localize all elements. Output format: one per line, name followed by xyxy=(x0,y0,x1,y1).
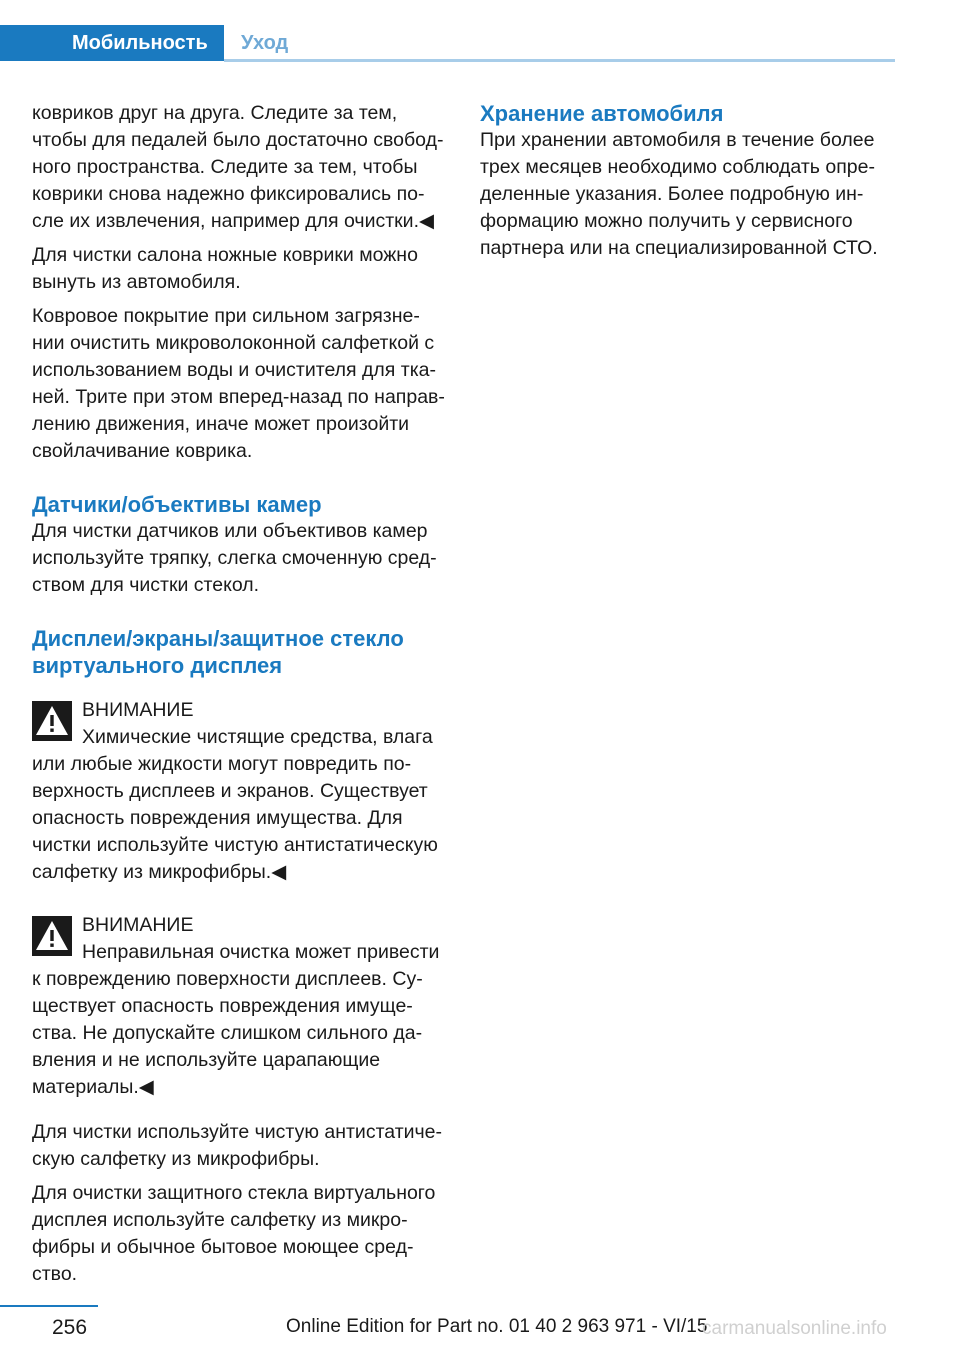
left-column xyxy=(32,100,450,1295)
warning-title: ВНИМАНИЕ xyxy=(82,914,194,936)
heading-sensors: Датчики/объективы камер xyxy=(32,492,322,517)
paragraph-mats: ковриков друг на друга. Следите за тем, чтобы для педалей было достаточно свобод‐ного пространства. Следите за тем, чтобы коврики снова надежно фиксировались по‐сле их извлечения, например для очистки.◀ xyxy=(32,102,444,232)
footer-rule xyxy=(0,1305,98,1307)
page-header xyxy=(0,0,960,62)
paragraph-antistatic: Для чистки используйте чистую антистатиче‐скую салфетку из микрофибры. xyxy=(32,1121,443,1170)
warning-triangle-icon xyxy=(32,701,72,741)
paragraph-virtual-display: Для очистки защитного стекла виртуального дисплея используйте салфетку из микро‐фибры и обычное бытовое моющее сред‐ство. xyxy=(32,1182,436,1285)
paragraph-carpet: Ковровое покрытие при сильном загрязне‐нии очистить микроволоконной салфеткой с использованием воды и очистителя для тка‐ней. Трите при этом вперед-назад по направ‐лению движения, иначе может произойти свойлачивание коврика. xyxy=(32,305,445,462)
heading-storage: Хранение автомобиля xyxy=(480,101,724,126)
paragraph-storage: При хранении автомобиля в течение более трех месяцев необходимо соблюдать опре‐деленные указания. Более подробную ин‐формацию можно получить у сервисного партнера или на специализированной СТО. xyxy=(480,129,878,259)
watermark: carmanualsonline.info xyxy=(702,1318,887,1339)
edition-text: Online Edition for Part no. 01 40 2 963 971 - VI/15 xyxy=(286,1316,708,1337)
section-tab-mobility: Мобильность xyxy=(0,25,224,61)
warning-text-line: Неправильная очистка может привести xyxy=(82,941,440,963)
warning-block-1 xyxy=(32,697,450,886)
warning-triangle-icon xyxy=(32,916,72,956)
warning-text: или любые жидкости могут повредить по‐верхность дисплеев и экранов. Существует опасность повреждения имущества. Для чистки используйте чистую антистатическую салфетку из микрофибры.◀ xyxy=(32,753,438,883)
warning-block-2 xyxy=(32,912,450,1101)
warning-text: к повреждению поверхности дисплеев. Су‐ществует опасность повреждения имуще‐ства. Не допускайте слишком сильного да‐вления и не используйте царапающие материалы.◀ xyxy=(32,968,423,1098)
right-column xyxy=(480,100,898,269)
heading-displays: Дисплеи/экраны/защитное стекло виртуального дисплея xyxy=(32,626,404,678)
warning-text-line: Химические чистящие средства, влага xyxy=(82,726,433,748)
page-number: 256 xyxy=(52,1316,88,1339)
paragraph-sensors: Для чистки датчиков или объективов камер используйте тряпку, слегка смоченную сред‐ством для чистки стекол. xyxy=(32,520,437,596)
section-tab-care: Уход xyxy=(241,32,289,54)
paragraph-remove-mats: Для чистки салона ножные коврики можно вынуть из автомобиля. xyxy=(32,244,418,293)
warning-title: ВНИМАНИЕ xyxy=(82,699,194,721)
header-rule xyxy=(224,59,895,62)
